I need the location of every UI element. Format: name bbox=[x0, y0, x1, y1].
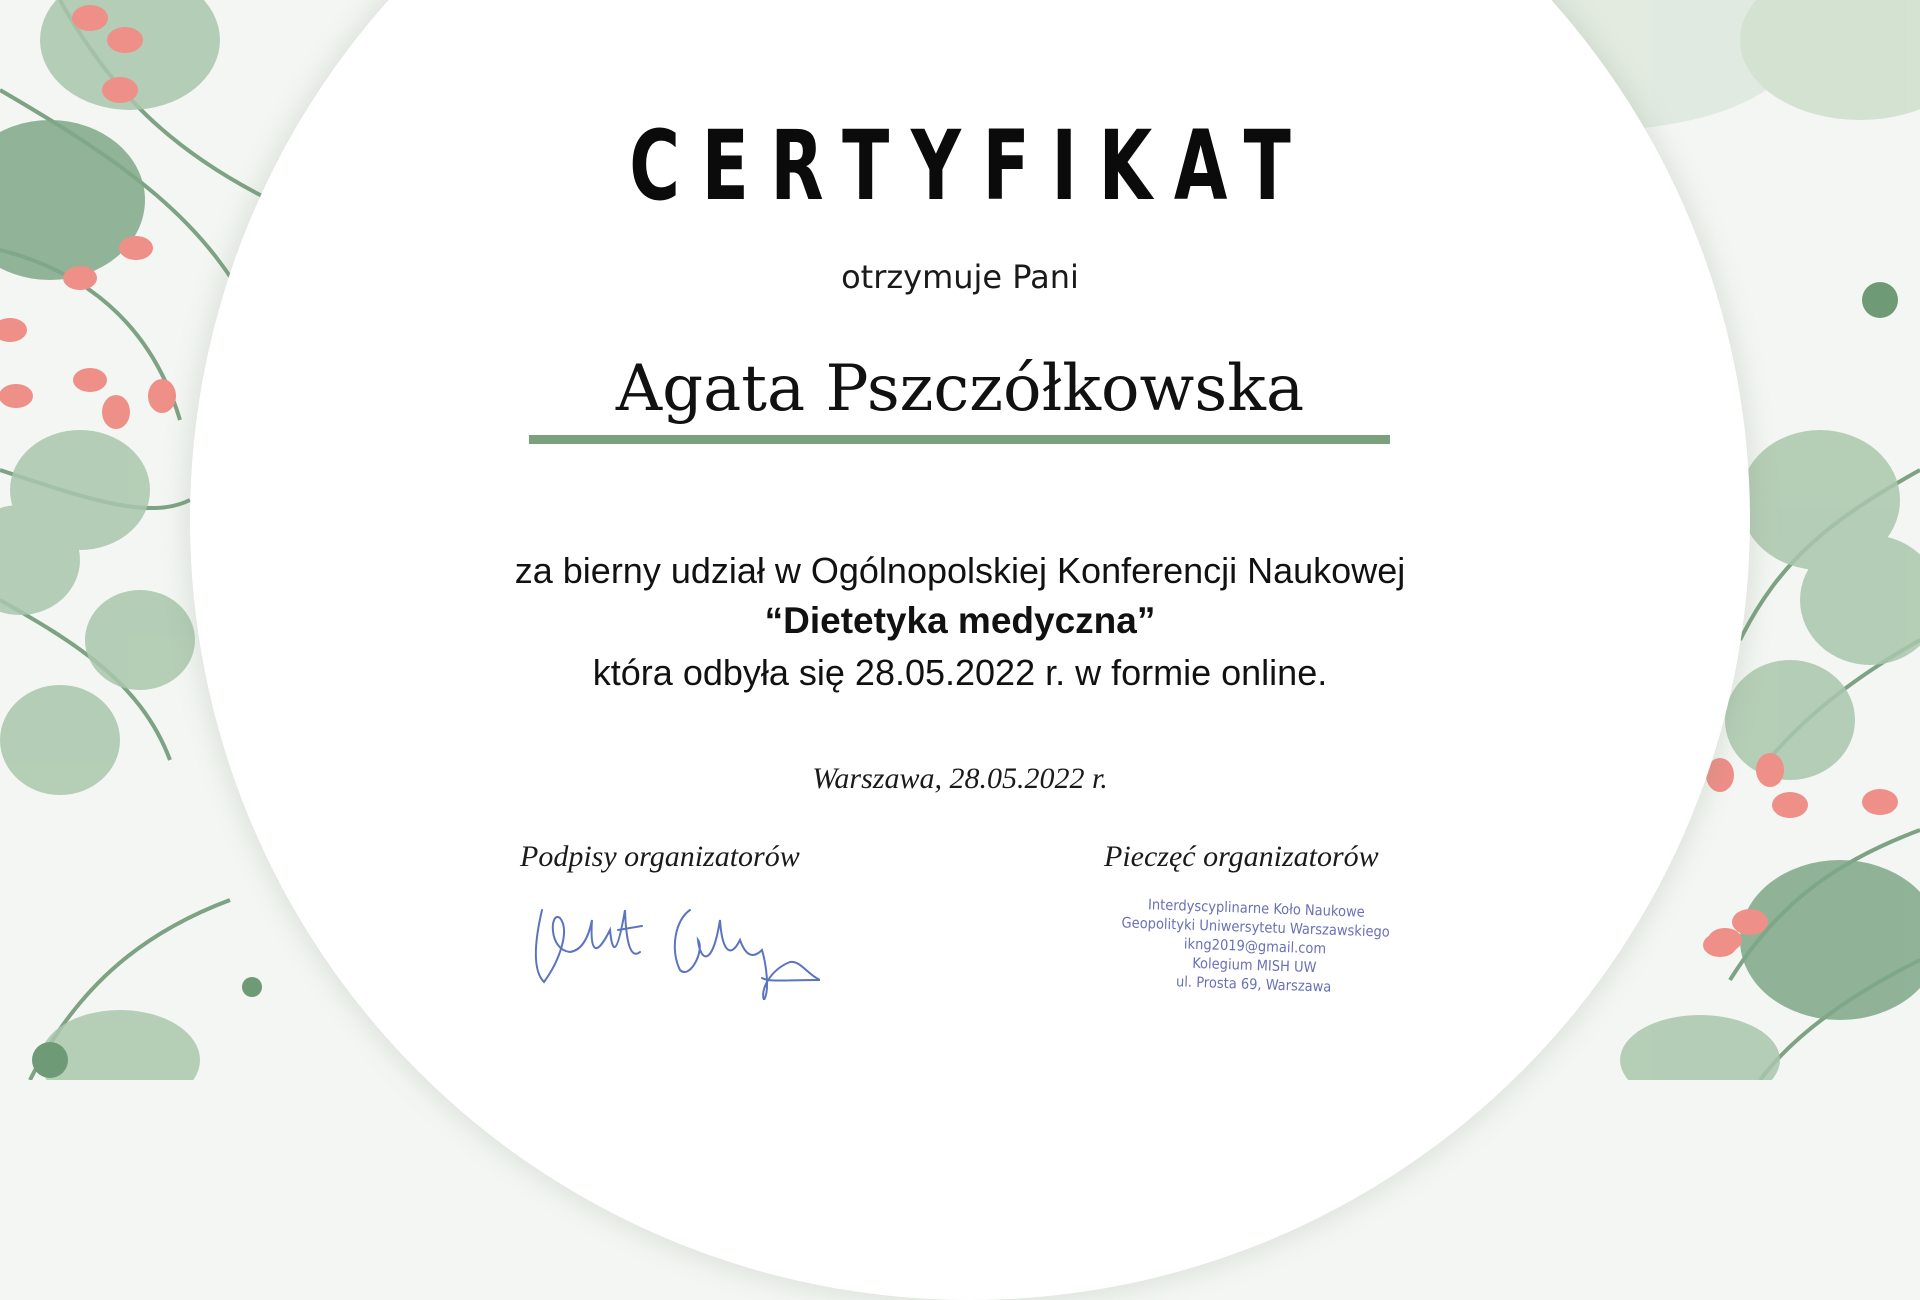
conference-date-text: która odbyła się 28.05.2022 r. w formie online. bbox=[592, 652, 1328, 693]
stamp-line: ul. Prosta 69, Warszawa bbox=[1175, 974, 1332, 996]
organizer-stamp bbox=[1118, 895, 1391, 999]
stamp-label: Pieczęć organizatorów bbox=[1104, 840, 1379, 873]
certificate-title: CERTYFIKAT bbox=[629, 110, 1313, 222]
conference-name: “Dietetyka medyczna” bbox=[764, 600, 1156, 641]
recipient-name: Agata Pszczółkowska bbox=[615, 352, 1305, 426]
stamp-line: ikng2019@gmail.com bbox=[1183, 936, 1327, 958]
stamp-line: Kolegium MISH UW bbox=[1191, 955, 1317, 977]
receives-text: otrzymuje Pani bbox=[841, 258, 1079, 296]
name-underline bbox=[529, 435, 1390, 444]
participation-text: za bierny udział w Ogólnopolskiej Konferencji Naukowej bbox=[514, 550, 1406, 591]
organizer-signatures bbox=[530, 890, 820, 1000]
place-and-date: Warszawa, 28.05.2022 r. bbox=[812, 762, 1108, 795]
stamp-line: Interdyscyplinarne Koło Naukowe bbox=[1147, 897, 1365, 921]
stamp-line: Geopolityki Uniwersytetu Warszawskiego bbox=[1121, 915, 1391, 941]
signatures-label: Podpisy organizatorów bbox=[520, 840, 800, 873]
